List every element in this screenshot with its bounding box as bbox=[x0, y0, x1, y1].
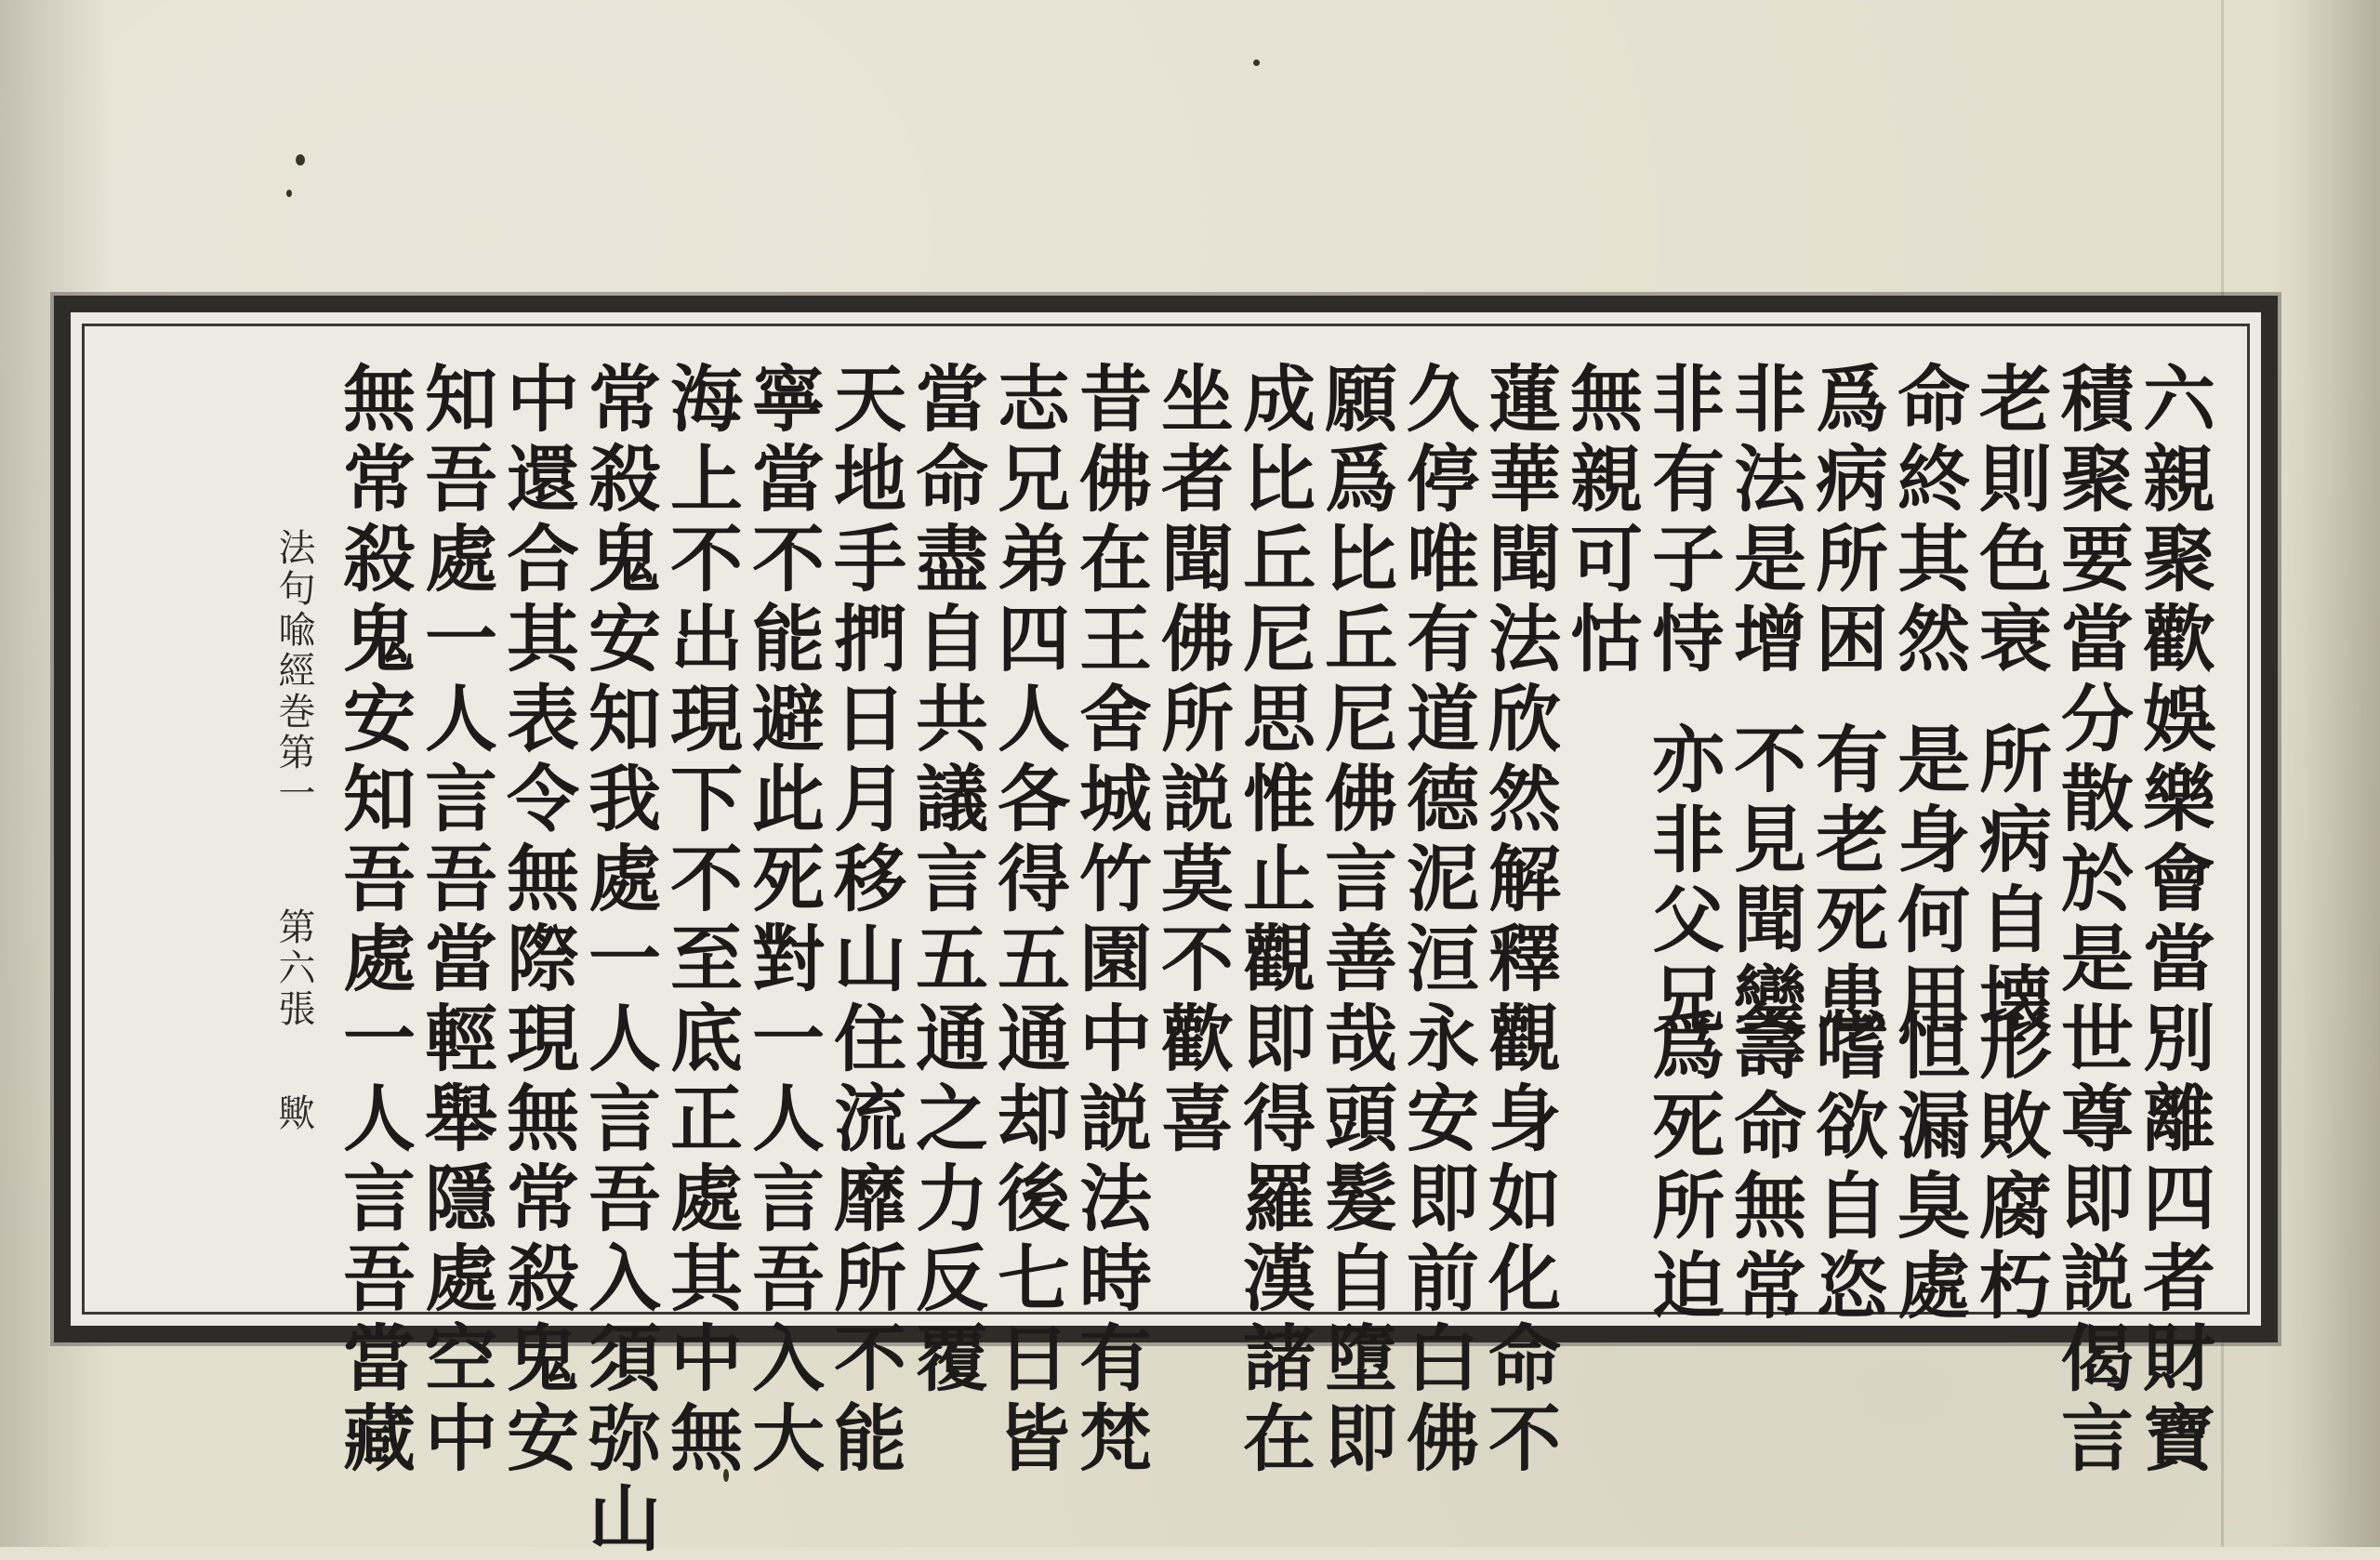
text-column: 天地手捫日月移山住流靡所不能 bbox=[822, 361, 906, 1480]
text-column: 常殺鬼安知我處一人言吾入須弥山 bbox=[576, 361, 661, 1560]
verse-segment: 不見聞變 bbox=[1722, 721, 1806, 1041]
paper-speck bbox=[1253, 59, 1260, 66]
verse-segment: 恒漏臭處 bbox=[1885, 1008, 1970, 1328]
text-column: 海上不出現下不至底正處其中無 bbox=[658, 361, 743, 1480]
text-column: 非法是增 bbox=[1722, 361, 1806, 681]
text-column: 當命盡自共議言五通之力反覆 bbox=[904, 361, 988, 1400]
text-column: 寧當不能避此死對一人言吾入大 bbox=[740, 361, 825, 1480]
verse-segment: 是身何用 bbox=[1885, 721, 1970, 1041]
paper-speck bbox=[296, 154, 305, 165]
margin-book-title: 法句喩經巻第一 bbox=[272, 528, 315, 814]
text-column: 積聚要當分散於是世尊即説偈言 bbox=[2049, 361, 2134, 1480]
text-column: 知吾處一人言吾當輕舉隱處空中 bbox=[413, 361, 497, 1480]
margin-mark: 歟 bbox=[272, 1093, 315, 1130]
text-column: 坐者聞佛所説莫不歡喜 bbox=[1149, 361, 1234, 1160]
text-column: 久停唯有道德泥洹永安即前白佛 bbox=[1395, 361, 1479, 1480]
text-column: 志兄弟四人各得五通却後七日皆 bbox=[985, 361, 1070, 1480]
margin-page-number: 第六張 bbox=[272, 907, 315, 1030]
verse-segment: 嗜欲自恣 bbox=[1804, 1008, 1888, 1328]
verse-segment: 所病自壊 bbox=[1967, 721, 2052, 1041]
paper-speck bbox=[286, 190, 292, 197]
text-column: 中還合其表令無際現無常殺鬼安 bbox=[495, 361, 579, 1480]
verse-segment: 亦非父兄 bbox=[1640, 721, 1725, 1041]
text-column: 蓮華聞法欣然解釋觀身如化命不 bbox=[1476, 361, 1561, 1480]
text-column: 無親可怙 bbox=[1558, 361, 1643, 681]
text-column: 成比丘尼思惟止觀即得羅漢諸在 bbox=[1231, 361, 1316, 1480]
text-column: 命終其然 bbox=[1885, 361, 1970, 681]
verse-segment: 有老死患 bbox=[1804, 721, 1888, 1041]
text-column: 六親聚歡娛樂會當別離四者財寶 bbox=[2131, 361, 2215, 1480]
printed-text-block bbox=[54, 296, 2278, 1560]
vertical-text-area bbox=[71, 312, 2261, 1560]
text-column: 無常殺鬼安知吾處一人言吾當藏 bbox=[331, 361, 416, 1480]
right-binding-shadow bbox=[2268, 0, 2380, 1547]
text-column: 昔佛在王舍城竹園中説法時有梵 bbox=[1067, 361, 1152, 1480]
text-column: 爲病所困 bbox=[1804, 361, 1888, 681]
text-column: 老則色衰 bbox=[1967, 361, 2052, 681]
text-column: 非有子恃 bbox=[1640, 361, 1725, 681]
verse-segment: 爲死所迫 bbox=[1640, 1008, 1725, 1328]
verse-segment: 形敗腐朽 bbox=[1967, 1008, 2052, 1328]
verse-segment: 壽命無常 bbox=[1722, 1008, 1806, 1328]
text-column: 願爲比丘尼佛言善哉頭髮自墮即 bbox=[1313, 361, 1397, 1480]
